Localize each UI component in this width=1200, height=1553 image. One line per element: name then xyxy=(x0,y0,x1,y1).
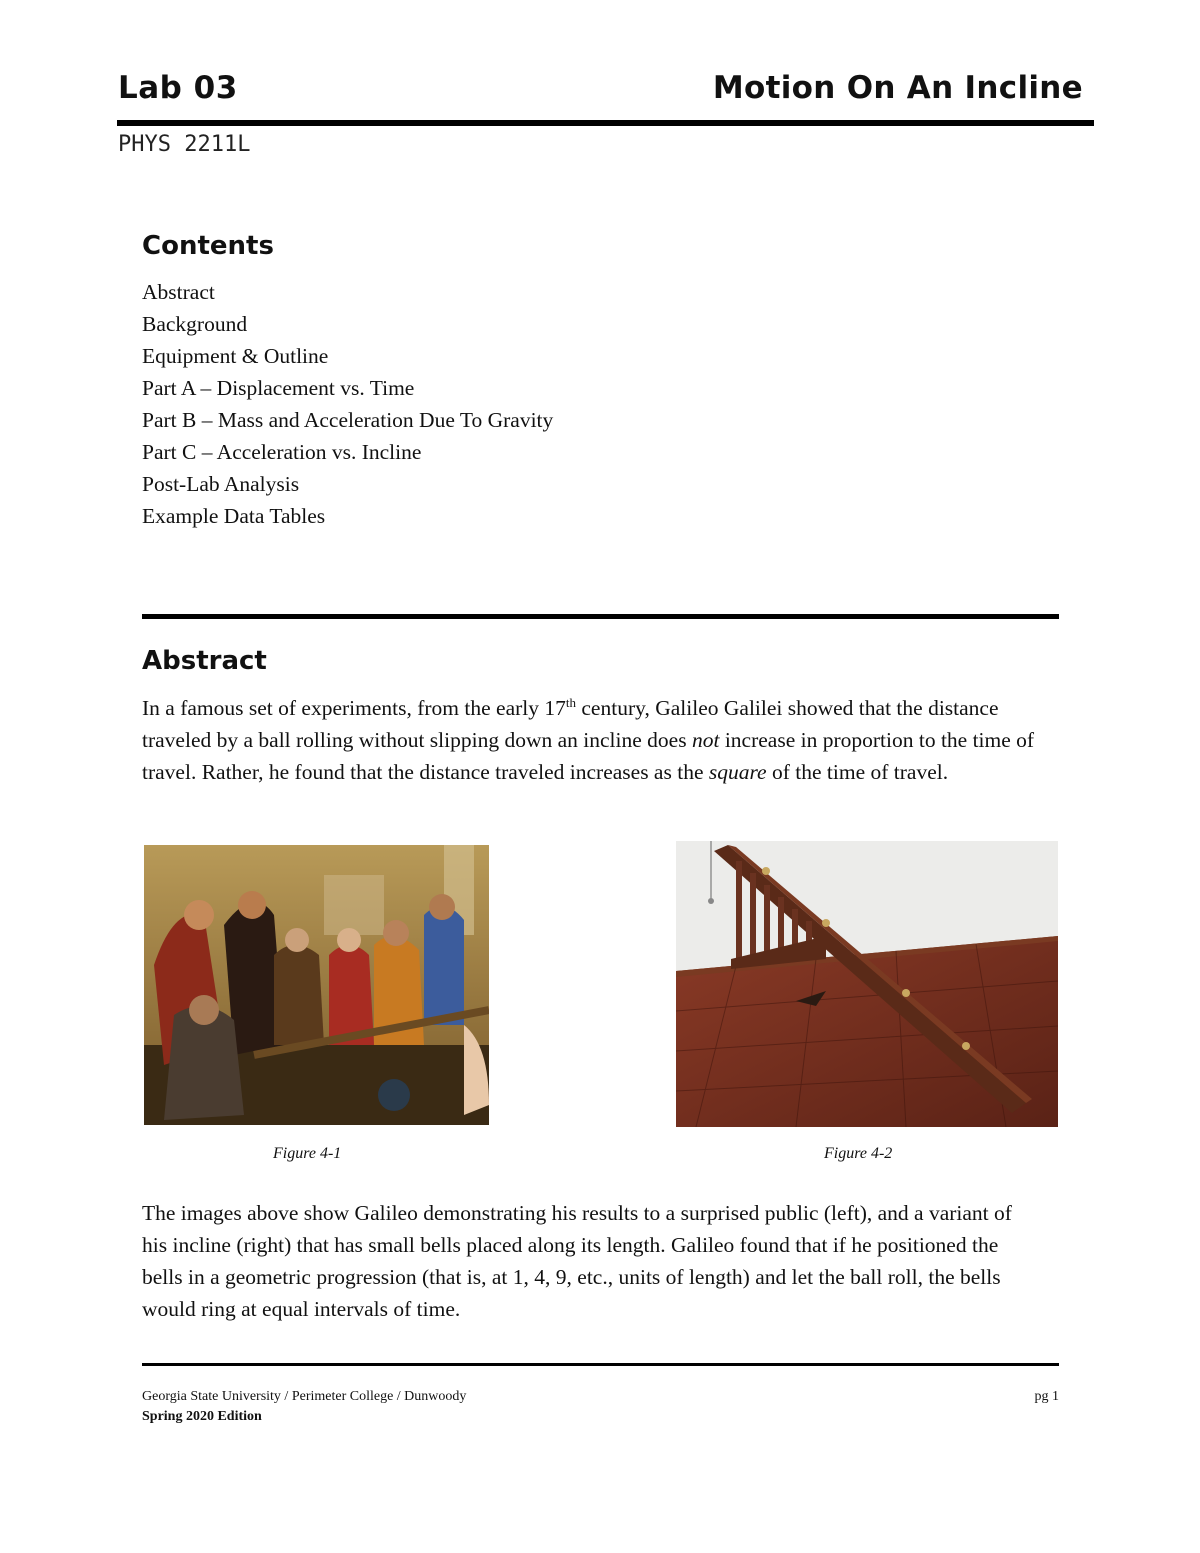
footer-edition: Spring 2020 Edition xyxy=(142,1409,262,1424)
toc-item-part-c[interactable]: Part C – Acceleration vs. Incline xyxy=(142,440,422,464)
table-of-contents xyxy=(142,279,553,535)
abstract-paragraph-1: In a famous set of experiments, from the early 17th century, Galileo Galilei showed that the distance traveled by a ball rolling without slipping down an incline does not increase in proportion to the time of travel. Rather, he found that the distance traveled increases as the square of the time of travel. xyxy=(142,694,1035,784)
toc-item-post-lab[interactable]: Post-Lab Analysis xyxy=(142,472,300,496)
figure-4-1-caption: Figure 4-1 xyxy=(273,1145,342,1162)
figure-incline-with-bells xyxy=(676,841,1058,1127)
abstract-paragraph-2: The images above show Galileo demonstrating his results to a surprised public (left), and a variant of his incline (right) that has small bells placed along its length. Galileo found that if he positioned the bells in a geometric progression (that is, at 1, 4, 9, etc., units of length) and let the ball roll, the bells would ring at equal intervals of time. xyxy=(142,1201,1012,1321)
section-divider xyxy=(142,614,1059,619)
abstract-heading: Abstract xyxy=(142,646,267,676)
page-number: pg 1 xyxy=(1034,1389,1059,1404)
lab-number: Lab 03 xyxy=(118,70,238,106)
header-divider xyxy=(117,120,1094,126)
toc-item-data-tables[interactable]: Example Data Tables xyxy=(142,504,326,528)
toc-item-part-a[interactable]: Part A – Displacement vs. Time xyxy=(142,376,415,400)
toc-item-part-b[interactable]: Part B – Mass and Acceleration Due To Gravity xyxy=(142,408,554,432)
toc-item-abstract[interactable]: Abstract xyxy=(142,280,215,304)
figure-4-2-caption: Figure 4-2 xyxy=(824,1145,893,1162)
toc-item-background[interactable]: Background xyxy=(142,312,248,336)
footer-divider xyxy=(142,1363,1059,1366)
figure-galileo-painting xyxy=(144,845,489,1125)
footer-institution: Georgia State University / Perimeter College / Dunwoody xyxy=(142,1389,467,1404)
lab-title: Motion On An Incline xyxy=(712,70,1083,106)
toc-item-equipment[interactable]: Equipment & Outline xyxy=(142,344,329,368)
contents-heading: Contents xyxy=(142,231,274,261)
course-code: PHYS 2211L xyxy=(118,132,251,157)
